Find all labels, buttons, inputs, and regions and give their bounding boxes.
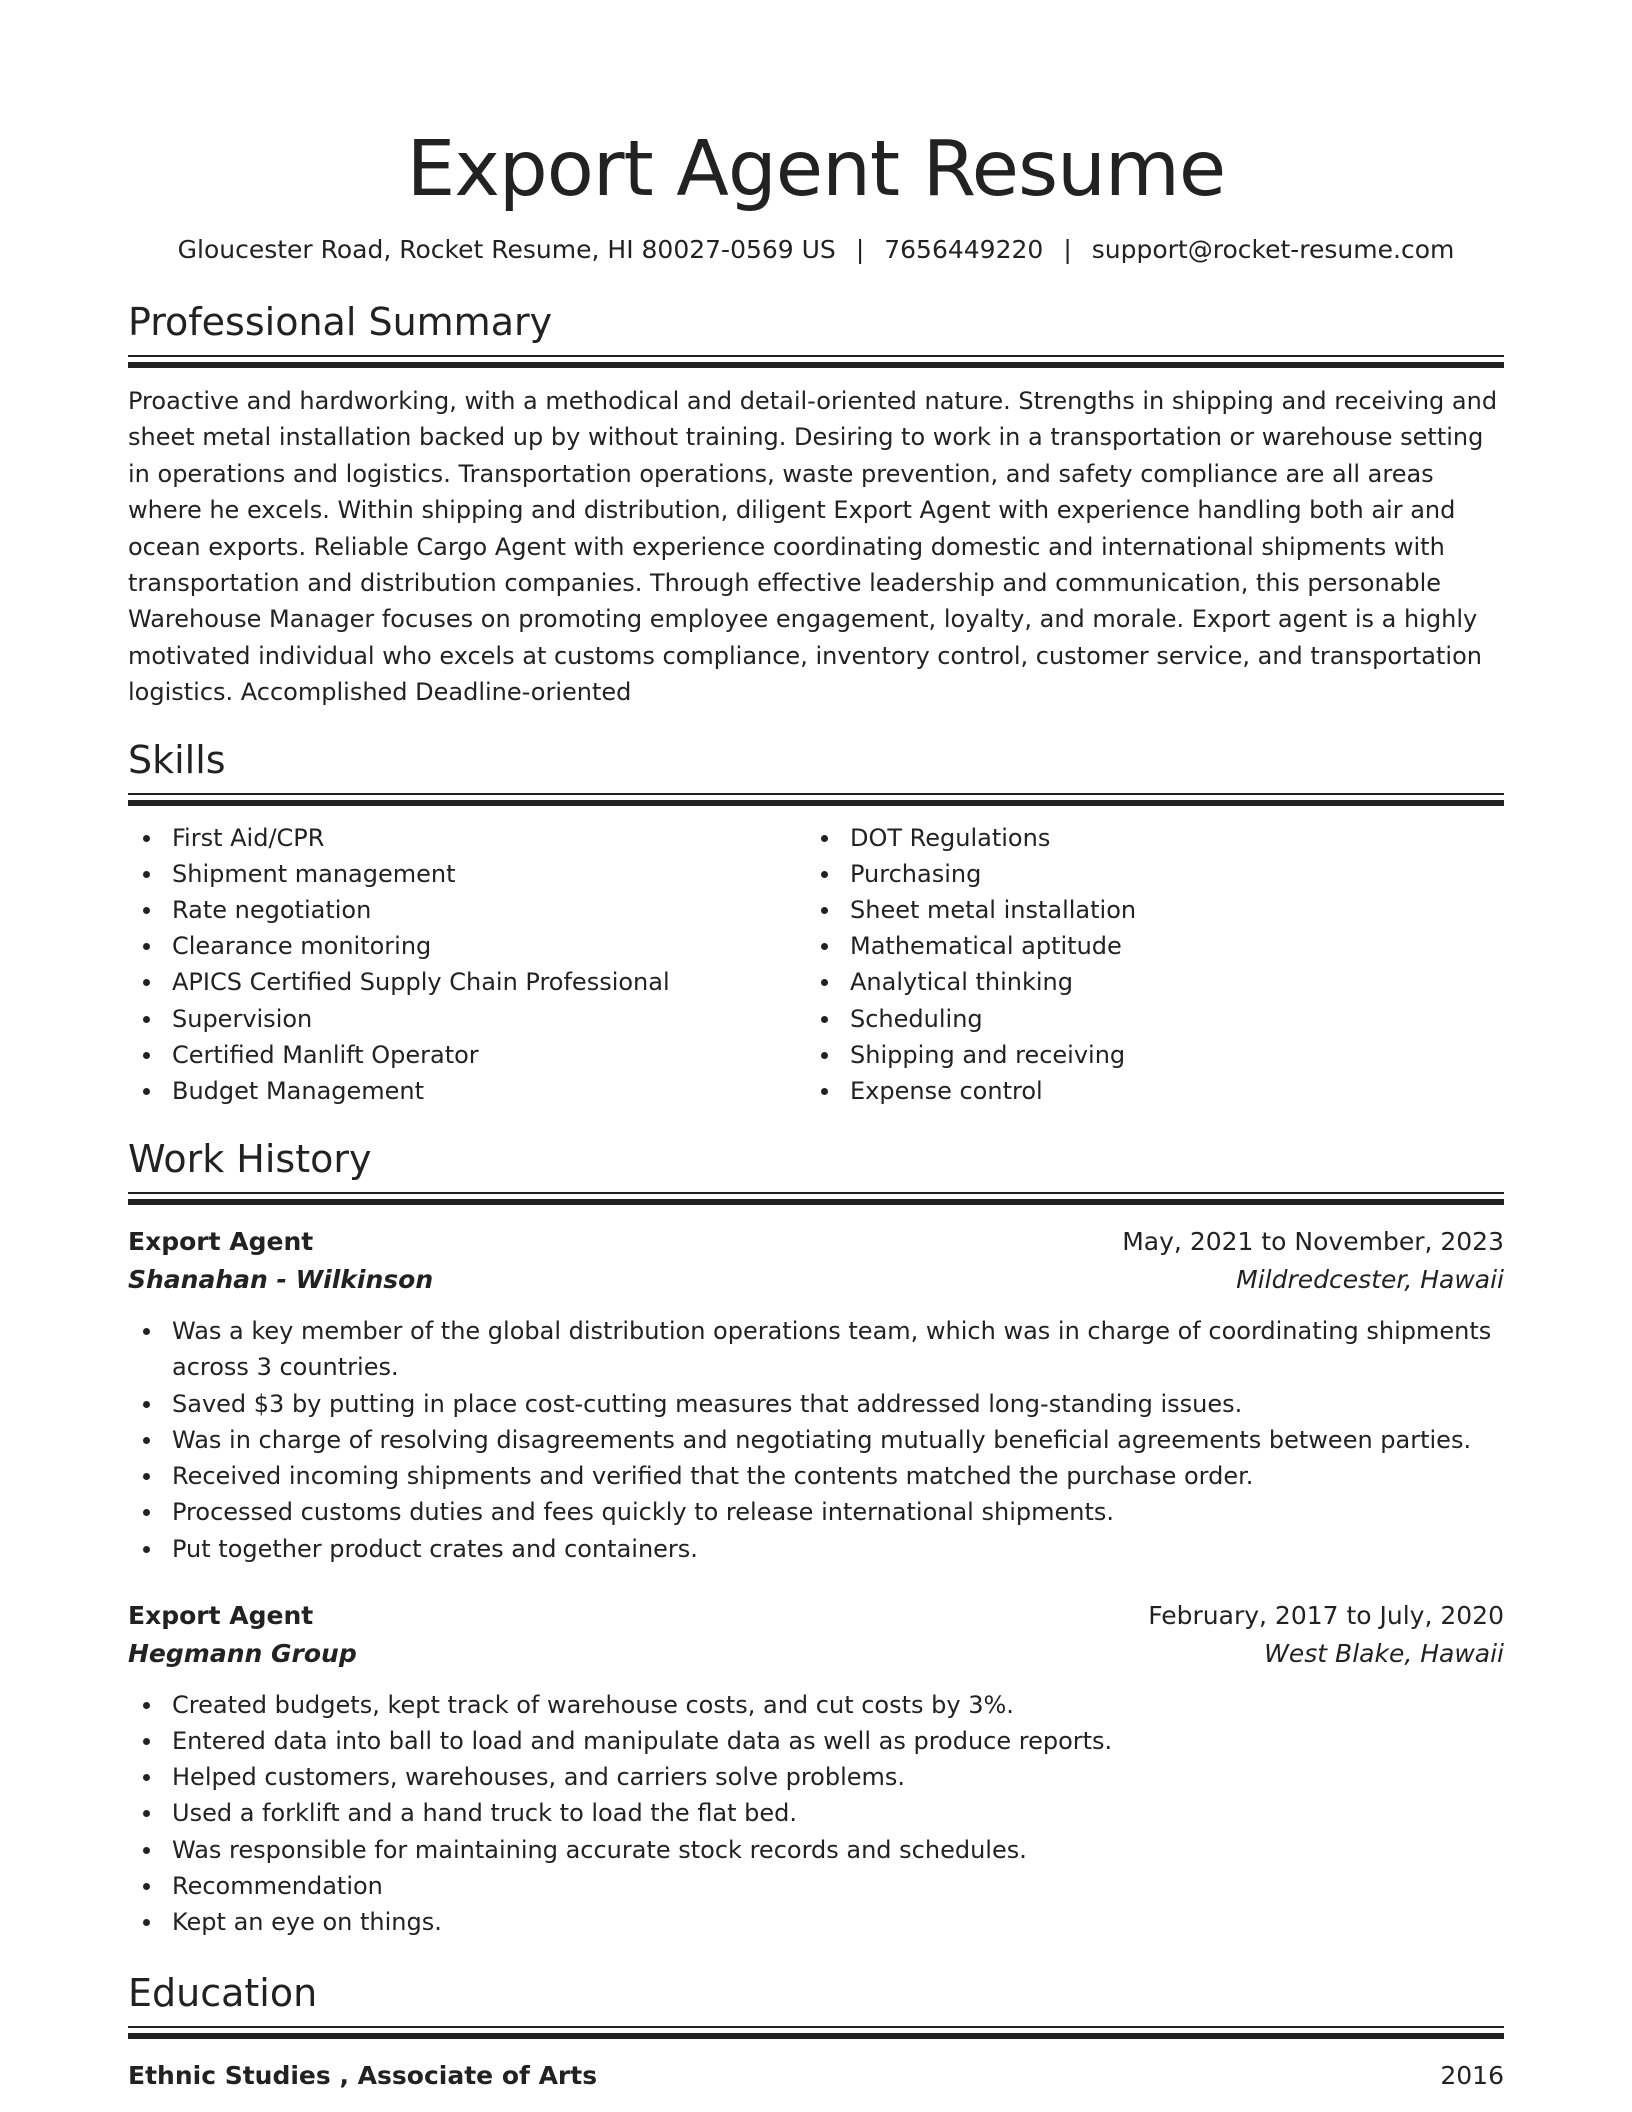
- section-divider: [128, 1199, 1504, 1205]
- job-title: Export Agent: [128, 1600, 314, 1630]
- skill-item: Supervision: [128, 1001, 806, 1037]
- job-title: Export Agent: [128, 1227, 314, 1257]
- skills-column-left: [128, 820, 806, 1110]
- summary-text: Proactive and hardworking, with a methodical and detail-oriented nature. Strengths in shipping and receiving and sheet metal installation backed up by without training. Desiring to work in a transportation or warehouse setting in operations and logistics. Transportation operations, waste prevention, and safety compliance are all areas where he excels. Within shipping and distribution, diligent Export Agent with experience handling both air and ocean exports. Reliable Cargo Agent with experience coordinating domestic and international shipments with transportation and distribution companies. Through effective leadership and communication, this personable Warehouse Manager focuses on promoting employee engagement, loyalty, and morale. Export agent is a highly motivated individual who excels at customs compliance, inventory control, customer service, and transportation logistics. Accomplished Deadline-oriented: [128, 387, 1498, 707]
- skill-item: Expense control: [806, 1073, 1484, 1109]
- job-bullet: Was in charge of resolving disagreements and negotiating mutually beneficial agreements between parties.: [128, 1422, 1504, 1458]
- job-entry: [128, 1597, 1504, 1940]
- job-dates: May, 2021 to November, 2023: [1122, 1227, 1504, 1257]
- section-heading-work-history: Work History: [128, 1137, 372, 1182]
- section-divider: [128, 2033, 1504, 2039]
- contact-separator: |: [1063, 235, 1072, 264]
- contact-email: support@rocket-resume.com: [1091, 235, 1455, 264]
- section-divider: [128, 793, 1504, 795]
- section-divider: [128, 362, 1504, 368]
- job-bullet: Was a key member of the global distribution operations team, which was in charge of coordinating shipments across 3 countries.: [128, 1313, 1504, 1385]
- skill-item: Purchasing: [806, 856, 1484, 892]
- skill-item: Rate negotiation: [128, 892, 806, 928]
- contact-address: Gloucester Road, Rocket Resume, HI 80027-0569 US: [177, 235, 836, 264]
- job-company: Shanahan - Wilkinson: [128, 1265, 434, 1295]
- job-subheader: [128, 1261, 1504, 1299]
- job-location: West Blake, Hawaii: [1264, 1638, 1504, 1668]
- skill-item: First Aid/CPR: [128, 820, 806, 856]
- skills-column-right: [806, 820, 1484, 1110]
- job-bullet: Used a forklift and a hand truck to load the flat bed.: [128, 1795, 1504, 1831]
- section-divider: [128, 355, 1504, 357]
- skill-item: Certified Manlift Operator: [128, 1037, 806, 1073]
- job-bullet: Put together product crates and containers.: [128, 1531, 1504, 1567]
- job-bullets: [128, 1313, 1504, 1566]
- job-bullet: Received incoming shipments and verified that the contents matched the purchase order.: [128, 1458, 1504, 1494]
- contact-phone: 7656449220: [884, 235, 1044, 264]
- job-dates: February, 2017 to July, 2020: [1148, 1600, 1504, 1630]
- section-heading-summary: Professional Summary: [128, 300, 553, 344]
- job-header: [128, 1597, 1504, 1635]
- skill-item: Analytical thinking: [806, 964, 1484, 1000]
- skill-item: Shipment management: [128, 856, 806, 892]
- job-bullet: Entered data into ball to load and manipulate data as well as produce reports.: [128, 1723, 1504, 1759]
- job-company: Hegmann Group: [128, 1638, 357, 1668]
- section-divider: [128, 800, 1504, 806]
- skill-item: Budget Management: [128, 1073, 806, 1109]
- job-bullet: Kept an eye on things.: [128, 1904, 1504, 1940]
- skill-item: Shipping and receiving: [806, 1037, 1484, 1073]
- section-divider: [128, 2026, 1504, 2028]
- job-bullet: Processed customs duties and fees quickly to release international shipments.: [128, 1494, 1504, 1530]
- skills-list: [128, 820, 1504, 1110]
- skill-item: Sheet metal installation: [806, 892, 1484, 928]
- contact-line: [128, 234, 1504, 266]
- skill-item: APICS Certified Supply Chain Professional: [128, 964, 806, 1000]
- skill-item: Mathematical aptitude: [806, 928, 1484, 964]
- education-entry: [128, 2057, 1504, 2095]
- education-degree: Ethnic Studies , Associate of Arts: [128, 2061, 598, 2091]
- skill-item: DOT Regulations: [806, 820, 1484, 856]
- education-year: 2016: [1440, 2061, 1504, 2091]
- job-bullet: Helped customers, warehouses, and carriers solve problems.: [128, 1759, 1504, 1795]
- job-bullets: [128, 1687, 1504, 1940]
- skill-item: Scheduling: [806, 1001, 1484, 1037]
- job-subheader: [128, 1635, 1504, 1673]
- section-divider: [128, 1192, 1504, 1194]
- contact-separator: |: [855, 235, 865, 264]
- job-bullet: Saved $3 by putting in place cost-cutting measures that addressed long-standing issues.: [128, 1386, 1504, 1422]
- job-bullet: Created budgets, kept track of warehouse costs, and cut costs by 3%.: [128, 1687, 1504, 1723]
- job-bullet: Recommendation: [128, 1868, 1504, 1904]
- job-entry: [128, 1223, 1504, 1566]
- section-heading-skills: Skills: [128, 737, 226, 782]
- skill-item: Clearance monitoring: [128, 928, 806, 964]
- job-location: Mildredcester, Hawaii: [1236, 1265, 1504, 1295]
- section-heading-education: Education: [128, 1971, 318, 2016]
- job-bullet: Was responsible for maintaining accurate stock records and schedules.: [128, 1832, 1504, 1868]
- resume-page: [128, 0, 1504, 2095]
- resume-title: Export Agent Resume: [406, 125, 1226, 214]
- job-header: [128, 1223, 1504, 1261]
